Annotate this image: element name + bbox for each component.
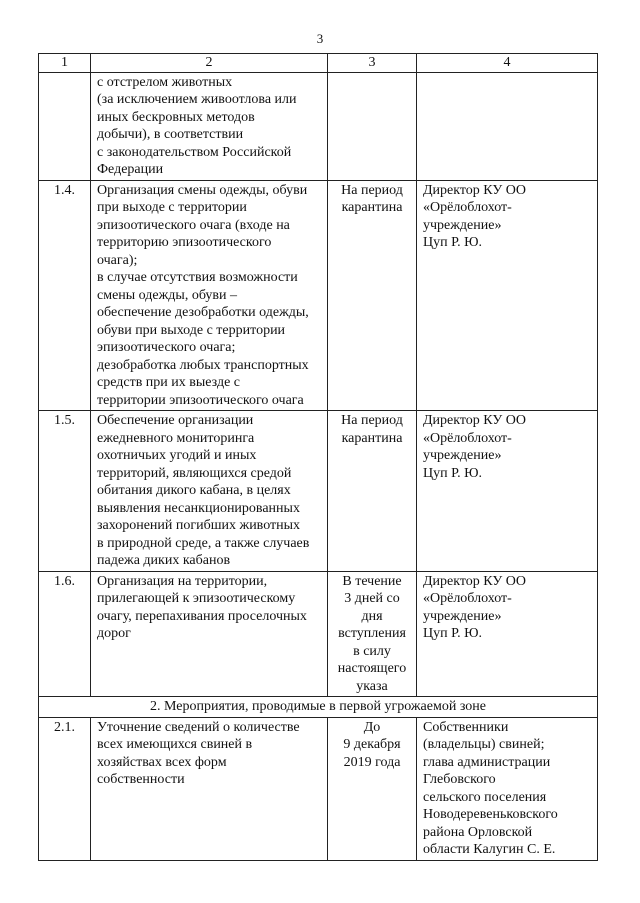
measure-cell-line: всех имеющихся свиней в xyxy=(97,737,253,752)
responsible-cell xyxy=(417,180,598,411)
period-cell-line: карантина xyxy=(341,430,403,446)
period-cell xyxy=(328,180,417,411)
responsible-cell-line: «Орёлоблохот- xyxy=(423,591,512,606)
measure-cell-line: очагу, перепахивания проселочных xyxy=(97,608,307,624)
period-cell-line: 2019 года xyxy=(343,754,401,770)
period-cell-line: 3 дней со xyxy=(344,591,400,606)
period-cell-line: В течение xyxy=(342,573,402,589)
header-cell-1: 1 xyxy=(39,54,91,73)
measure-cell-line: падежа диких кабанов xyxy=(97,553,231,568)
responsible-cell-line: учреждение» xyxy=(423,217,502,233)
measure-cell-line: в случае отсутствия возможности xyxy=(97,270,298,285)
item-number: 1.5. xyxy=(39,411,91,572)
measure-cell-line: (за исключением живоотлова или xyxy=(97,92,297,107)
measure-cell-line: территорию эпизоотического xyxy=(97,235,272,250)
measure-cell-line: обуви при выходе с территории xyxy=(97,322,286,338)
responsible-cell-line: (владельцы) свиней; xyxy=(423,737,545,752)
measure-cell-line: смены одежды, обуви – xyxy=(97,287,238,303)
measure-cell-line: Уточнение сведений о количестве xyxy=(97,719,300,735)
responsible-cell-line: сельского поселения xyxy=(423,789,547,805)
responsible-cell-line: области Калугин С. Е. xyxy=(423,842,556,857)
measure-cell-line: иных бескровных методов xyxy=(97,109,255,125)
measure-cell-line: дезобработка любых транспортных xyxy=(97,357,309,373)
measure-cell-line: обеспечение дезобработки одежды, xyxy=(97,305,309,320)
period-cell xyxy=(328,571,417,697)
header-cell-4: 4 xyxy=(417,54,598,73)
responsible-cell-line: Директор КУ ОО xyxy=(423,182,526,198)
period-cell-line: вступления xyxy=(338,626,406,641)
measure-cell-line: территории эпизоотического очага xyxy=(97,392,304,408)
header-cell-2: 2 xyxy=(91,54,328,73)
measure-cell-line: хозяйствах всех форм xyxy=(97,754,227,770)
measure-cell-line: прилегающей к эпизоотическому xyxy=(97,591,296,606)
responsible-cell xyxy=(417,411,598,572)
responsible-cell xyxy=(417,717,598,860)
measure-cell-line: эпизоотического очага; xyxy=(97,340,236,355)
responsible-cell-line: Новодеревеньковского xyxy=(423,807,558,822)
measure-cell-line: Организация смены одежды, обуви xyxy=(97,182,308,198)
responsible-cell-line: учреждение» xyxy=(423,608,502,624)
table-row xyxy=(39,411,598,572)
measure-cell-line: Федерации xyxy=(97,162,164,177)
responsible-cell-line: Собственники xyxy=(423,719,509,735)
responsible-cell-line: района Орловской xyxy=(423,824,533,840)
item-number: 1.4. xyxy=(39,180,91,411)
period-cell xyxy=(328,411,417,572)
measure-cell-line: при выходе с территории xyxy=(97,200,247,215)
period-cell xyxy=(328,717,417,860)
measure-cell xyxy=(91,180,328,411)
period-cell-line: карантина xyxy=(341,200,403,215)
period-cell-line: 9 декабря xyxy=(343,737,401,752)
responsible-cell xyxy=(417,571,598,697)
measure-cell-line: охотничьих угодий и иных xyxy=(97,448,257,463)
responsible-cell-line: Цуп Р. Ю. xyxy=(423,626,483,641)
measure-cell-line: дорог xyxy=(97,626,131,641)
measure-cell xyxy=(91,411,328,572)
section-title: 2. Мероприятия, проводимые в первой угрожаемой зоне xyxy=(39,697,598,718)
page-number: 3 xyxy=(316,31,324,46)
responsible-cell-line: учреждение» xyxy=(423,448,502,463)
item-number: 1.6. xyxy=(39,571,91,697)
period-cell-line: настоящего xyxy=(337,661,407,676)
responsible-cell-line: Глебовского xyxy=(423,772,496,787)
responsible-cell-line: Директор КУ ОО xyxy=(423,413,526,428)
table-row xyxy=(39,571,598,697)
measure-cell xyxy=(91,717,328,860)
measure-cell-line: Обеспечение организации xyxy=(97,413,254,428)
period-cell-line: На период xyxy=(341,182,403,198)
responsible-cell xyxy=(417,72,598,180)
responsible-cell-line: Директор КУ ОО xyxy=(423,573,526,589)
measure-cell-line: очага); xyxy=(97,252,138,268)
measure-cell-line: в природной среде, а также случаев xyxy=(97,535,310,551)
period-cell-line: дня xyxy=(361,608,383,624)
measure-cell-line: обитания дикого кабана, в целях xyxy=(97,483,291,498)
measure-cell-line: территорий, являющихся средой xyxy=(97,465,292,481)
period-cell-line: в силу xyxy=(353,643,391,659)
measure-cell-line: средств при их выезде с xyxy=(97,375,241,390)
measure-cell-line: Организация на территории, xyxy=(97,573,268,589)
measure-cell-line: захоронений погибших животных xyxy=(97,518,301,533)
measure-cell-line: ежедневного мониторинга xyxy=(97,430,255,446)
measure-cell-line: с законодательством Российской xyxy=(97,144,292,160)
period-cell-line: На период xyxy=(341,413,403,428)
measure-cell xyxy=(91,72,328,180)
measure-cell-line: эпизоотического очага (входе на xyxy=(97,217,290,233)
item-number: 2.1. xyxy=(39,717,91,860)
header-cell-3: 3 xyxy=(328,54,417,73)
measure-cell-line: с отстрелом животных xyxy=(97,74,233,90)
table-row xyxy=(39,72,598,180)
measure-cell-line: добычи), в соответствии xyxy=(97,127,244,142)
measure-cell-line: выявления несанкционированных xyxy=(97,500,300,516)
table-row xyxy=(39,717,598,860)
responsible-cell-line: Цуп Р. Ю. xyxy=(423,465,483,481)
period-cell xyxy=(328,72,417,180)
table-header-row xyxy=(39,54,598,73)
responsible-cell-line: «Орёлоблохот- xyxy=(423,430,512,446)
period-cell-line: указа xyxy=(356,678,388,694)
measure-cell xyxy=(91,571,328,697)
responsible-cell-line: «Орёлоблохот- xyxy=(423,200,512,215)
responsible-cell-line: Цуп Р. Ю. xyxy=(423,235,483,250)
measure-cell-line: собственности xyxy=(97,772,185,787)
measures-table xyxy=(38,53,598,861)
table-row xyxy=(39,180,598,411)
responsible-cell-line: глава администрации xyxy=(423,754,551,770)
period-cell-line: До xyxy=(363,719,381,735)
item-number xyxy=(39,72,91,180)
section-row xyxy=(39,697,598,718)
